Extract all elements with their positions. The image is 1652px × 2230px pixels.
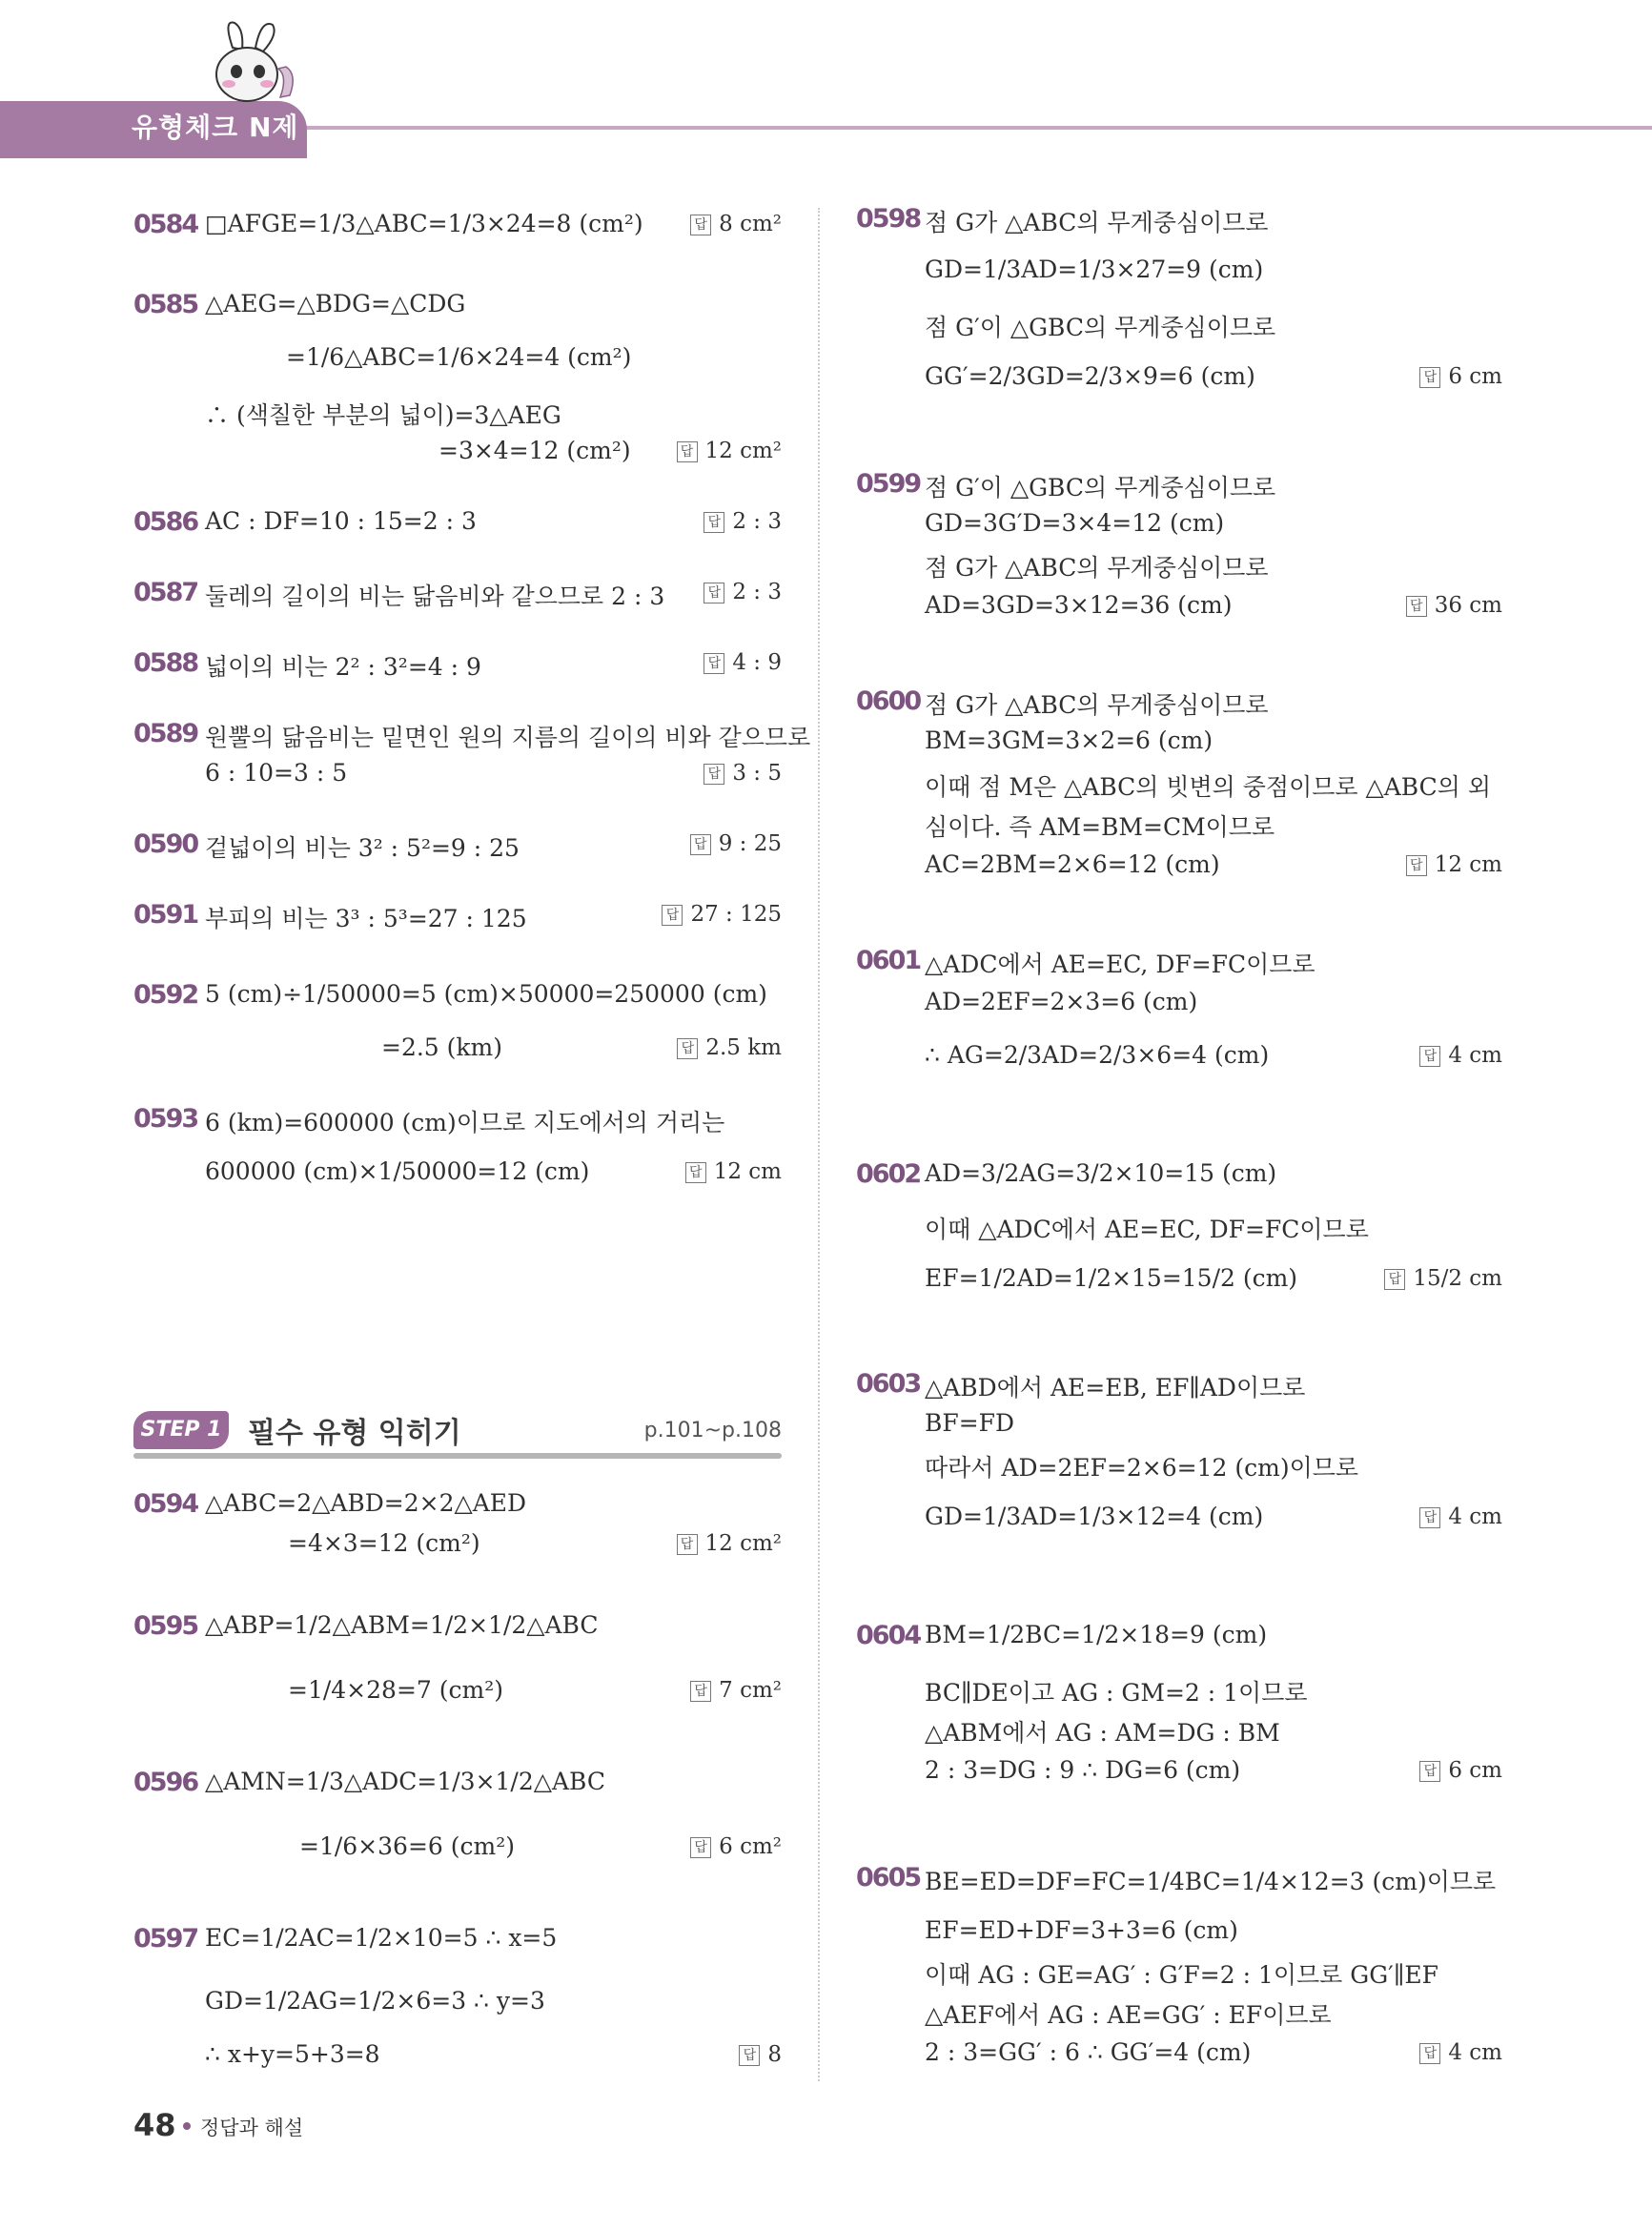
solution-line: AC=2BM=2×6=12 (cm) <box>925 850 1220 878</box>
problem-number: 0585 <box>133 290 198 319</box>
answer-mark-icon: 답 <box>662 905 683 926</box>
problem-number: 0584 <box>133 210 198 239</box>
problem-number: 0599 <box>856 469 921 499</box>
step-badge: STEP 1 <box>133 1411 229 1449</box>
answer-mark-icon: 답 <box>677 441 698 462</box>
solution-line: 둘레의 길이의 비는 닮음비와 같으므로 2 : 3 <box>205 583 665 610</box>
answer-label <box>1419 1504 1502 1529</box>
problem-number: 0592 <box>133 980 198 1010</box>
solution-line: 6 : 10=3 : 5 <box>205 759 348 787</box>
solution-line: =1/6×36=6 (cm²) <box>299 1832 515 1860</box>
problem-number: 0591 <box>133 900 198 930</box>
solution-line: =3×4=12 (cm²) <box>438 437 631 464</box>
solution-line: 이때 점 M은 △ABC의 빗변의 중점이므로 △ABC의 외 <box>925 773 1491 801</box>
answer-value: 9 : 25 <box>718 831 782 856</box>
solution-line: GD=1/3AD=1/3×27=9 (cm) <box>925 256 1264 283</box>
solution-line: 점 G′이 △GBC의 무게중심이므로 <box>925 474 1276 501</box>
answer-label <box>1419 364 1502 389</box>
answer-label <box>690 212 782 236</box>
answer-mark-icon: 답 <box>1419 1046 1440 1067</box>
header-title: 유형체크 N제 <box>132 112 299 143</box>
answer-value: 8 cm² <box>719 212 782 236</box>
solution-line: EF=ED+DF=3+3=6 (cm) <box>925 1916 1238 1944</box>
solution-line: 겉넓이의 비는 3² : 5²=9 : 25 <box>205 834 520 862</box>
answer-label <box>704 580 782 604</box>
answer-mark-icon: 답 <box>1419 367 1440 388</box>
solution-line: 원뿔의 닮음비는 밑면인 원의 지름의 길이의 비와 같으므로 <box>205 724 811 751</box>
solution-line: 부피의 비는 3³ : 5³=27 : 125 <box>205 905 527 932</box>
problem-number: 0596 <box>133 1768 198 1797</box>
solution-line: △ADC에서 AE=EC, DF=FC이므로 <box>925 951 1315 978</box>
problem-number: 0594 <box>133 1489 198 1519</box>
problem-number: 0602 <box>856 1159 921 1189</box>
answer-mark-icon: 답 <box>690 1837 711 1858</box>
answer-value: 6 cm <box>1448 1758 1502 1783</box>
footer-label: 정답과 해설 <box>200 2117 304 2139</box>
problem-number: 0603 <box>856 1369 921 1399</box>
solution-line: =1/4×28=7 (cm²) <box>288 1676 503 1704</box>
solution-line: GD=3G′D=3×4=12 (cm) <box>925 509 1225 537</box>
header-rule <box>286 126 1652 130</box>
answer-value: 12 cm <box>713 1159 782 1184</box>
solution-line: GD=1/3AD=1/3×12=4 (cm) <box>925 1503 1264 1530</box>
answer-label <box>1384 1266 1502 1291</box>
answer-label <box>690 1678 782 1703</box>
problem-number: 0605 <box>856 1863 921 1892</box>
solution-line: GD=1/2AG=1/2×6=3 ∴ y=3 <box>205 1987 545 2015</box>
answer-mark-icon: 답 <box>677 1534 698 1555</box>
answer-label <box>677 1531 783 1556</box>
problem-number: 0589 <box>133 719 198 748</box>
solution-line: □AFGE=1/3△ABC=1/3×24=8 (cm²) <box>205 210 643 237</box>
answer-value: 12 cm <box>1434 852 1502 877</box>
answer-value: 15/2 cm <box>1413 1266 1502 1291</box>
solution-line: 점 G가 △ABC의 무게중심이므로 <box>925 209 1269 236</box>
answer-value: 12 cm² <box>704 439 782 463</box>
solution-line: 따라서 AD=2EF=2×6=12 (cm)이므로 <box>925 1454 1359 1482</box>
answer-mark-icon: 답 <box>704 764 724 785</box>
answer-value: 4 cm <box>1448 2040 1502 2065</box>
solution-line: =4×3=12 (cm²) <box>288 1529 480 1557</box>
answer-mark-icon: 답 <box>739 2045 760 2066</box>
answer-mark-icon: 답 <box>1419 1761 1440 1782</box>
answer-label <box>1419 1043 1502 1068</box>
answer-value: 3 : 5 <box>732 761 782 786</box>
solution-line: 넓이의 비는 2² : 3²=4 : 9 <box>205 653 481 681</box>
page-header <box>0 0 1652 162</box>
solution-line: 심이다. 즉 AM=BM=CM이므로 <box>925 813 1275 841</box>
answer-mark-icon: 답 <box>1419 1507 1440 1528</box>
solution-line: △ABC=2△ABD=2×2△AED <box>205 1489 527 1517</box>
answer-label <box>1406 852 1502 877</box>
solution-line: 점 G′이 △GBC의 무게중심이므로 <box>925 314 1276 341</box>
footer-bullet <box>183 2122 191 2130</box>
answer-mark-icon: 답 <box>677 1038 698 1059</box>
solution-line: ∴ (색칠한 부분의 넓이)=3△AEG <box>205 401 561 429</box>
answer-value: 6 cm² <box>719 1834 782 1859</box>
answer-mark-icon: 답 <box>704 512 724 533</box>
solution-line: 600000 (cm)×1/50000=12 (cm) <box>205 1157 590 1185</box>
answer-value: 4 : 9 <box>732 650 782 675</box>
answer-label <box>690 1834 782 1859</box>
answer-label <box>662 902 782 927</box>
column-divider <box>818 208 820 2081</box>
answer-value: 6 cm <box>1448 364 1502 389</box>
solution-line: =1/6△ABC=1/6×24=4 (cm²) <box>286 343 632 371</box>
solution-line: AD=2EF=2×3=6 (cm) <box>925 988 1198 1015</box>
solution-line: AD=3/2AG=3/2×10=15 (cm) <box>925 1159 1277 1187</box>
solution-line: △AEF에서 AG : AE=GG′ : EF이므로 <box>925 2001 1332 2029</box>
problem-number: 0586 <box>133 507 198 537</box>
answer-mark-icon: 답 <box>690 1681 711 1702</box>
answer-label <box>1419 2040 1502 2065</box>
page-number: 48 <box>133 2107 176 2143</box>
solution-line: △AEG=△BDG=△CDG <box>205 290 466 317</box>
answer-value: 4 cm <box>1448 1043 1502 1068</box>
answer-value: 8 <box>767 2042 782 2067</box>
problem-number: 0604 <box>856 1621 921 1650</box>
answer-mark-icon: 답 <box>685 1162 706 1183</box>
answer-mark-icon: 답 <box>1384 1269 1405 1290</box>
solution-line: 5 (cm)÷1/50000=5 (cm)×50000=250000 (cm) <box>205 980 767 1008</box>
answer-mark-icon: 답 <box>704 653 724 674</box>
answer-mark-icon: 답 <box>690 215 711 235</box>
answer-label <box>690 831 782 856</box>
step-section-header <box>133 1407 782 1453</box>
answer-mark-icon: 답 <box>1419 2043 1440 2064</box>
solution-line: △ABM에서 AG : AM=DG : BM <box>925 1719 1280 1747</box>
solution-line: 2 : 3=DG : 9 ∴ DG=6 (cm) <box>925 1756 1241 1784</box>
solution-line: AD=3GD=3×12=36 (cm) <box>925 591 1233 619</box>
answer-label <box>685 1159 782 1184</box>
solution-line: EC=1/2AC=1/2×10=5 ∴ x=5 <box>205 1924 558 1952</box>
solution-line: BE=ED=DF=FC=1/4BC=1/4×12=3 (cm)이므로 <box>925 1868 1497 1895</box>
answer-value: 2 : 3 <box>732 509 782 534</box>
solution-line: 점 G가 △ABC의 무게중심이므로 <box>925 691 1269 719</box>
answer-mark-icon: 답 <box>690 834 711 855</box>
problem-number: 0588 <box>133 648 198 678</box>
problem-number: 0598 <box>856 204 921 234</box>
solution-line: 점 G가 △ABC의 무게중심이므로 <box>925 554 1269 582</box>
problem-number: 0587 <box>133 578 198 607</box>
solution-line: BC∥DE이고 AG : GM=2 : 1이므로 <box>925 1679 1308 1707</box>
answer-label <box>704 509 782 534</box>
problem-number: 0590 <box>133 829 198 859</box>
answer-label <box>677 1035 782 1060</box>
solution-line: GG′=2/3GD=2/3×9=6 (cm) <box>925 362 1255 390</box>
solution-line: BM=1/2BC=1/2×18=9 (cm) <box>925 1621 1268 1648</box>
problem-number: 0595 <box>133 1611 198 1641</box>
solution-line: △AMN=1/3△ADC=1/3×1/2△ABC <box>205 1768 605 1795</box>
step-underline <box>133 1453 782 1459</box>
answer-label <box>1419 1758 1502 1783</box>
problem-number: 0600 <box>856 686 921 716</box>
solution-line: △ABP=1/2△ABM=1/2×1/2△ABC <box>205 1611 599 1639</box>
answer-value: 4 cm <box>1448 1504 1502 1529</box>
problem-number: 0597 <box>133 1924 198 1954</box>
solution-line: △ABD에서 AE=EB, EF∥AD이므로 <box>925 1374 1306 1401</box>
answer-label <box>739 2042 782 2067</box>
answer-value: 2.5 km <box>705 1035 782 1060</box>
answer-value: 2 : 3 <box>732 580 782 604</box>
answer-label <box>704 650 782 675</box>
solution-line: =2.5 (km) <box>381 1033 503 1061</box>
solution-line: 이때 AG : GE=AG′ : G′F=2 : 1이므로 GG′∥EF <box>925 1961 1438 1989</box>
step-page-range: p.101~p.108 <box>643 1419 782 1442</box>
solution-line: ∴ AG=2/3AD=2/3×6=4 (cm) <box>925 1041 1270 1069</box>
answer-label <box>704 761 782 786</box>
answer-value: 36 cm <box>1434 593 1502 618</box>
solution-line: ∴ x+y=5+3=8 <box>205 2040 380 2068</box>
answer-label <box>677 439 783 463</box>
step-title: 필수 유형 익히기 <box>248 1417 461 1450</box>
solution-line: BF=FD <box>925 1409 1015 1437</box>
solution-line: BM=3GM=3×2=6 (cm) <box>925 726 1214 754</box>
answer-value: 12 cm² <box>704 1531 782 1556</box>
answer-mark-icon: 답 <box>1406 596 1427 617</box>
answer-value: 7 cm² <box>719 1678 782 1703</box>
solution-line: 6 (km)=600000 (cm)이므로 지도에서의 거리는 <box>205 1109 725 1136</box>
answer-mark-icon: 답 <box>704 583 724 604</box>
solution-line: AC : DF=10 : 15=2 : 3 <box>205 507 477 535</box>
answer-value: 27 : 125 <box>690 902 782 927</box>
solution-line: EF=1/2AD=1/2×15=15/2 (cm) <box>925 1264 1298 1292</box>
problem-number: 0601 <box>856 946 921 975</box>
answer-mark-icon: 답 <box>1406 855 1427 876</box>
bunny-mascot-icon <box>194 19 299 114</box>
solution-line: 이때 △ADC에서 AE=EC, DF=FC이므로 <box>925 1216 1369 1243</box>
solution-line: 2 : 3=GG′ : 6 ∴ GG′=4 (cm) <box>925 2038 1252 2066</box>
answer-label <box>1406 593 1502 618</box>
problem-number: 0593 <box>133 1104 198 1134</box>
